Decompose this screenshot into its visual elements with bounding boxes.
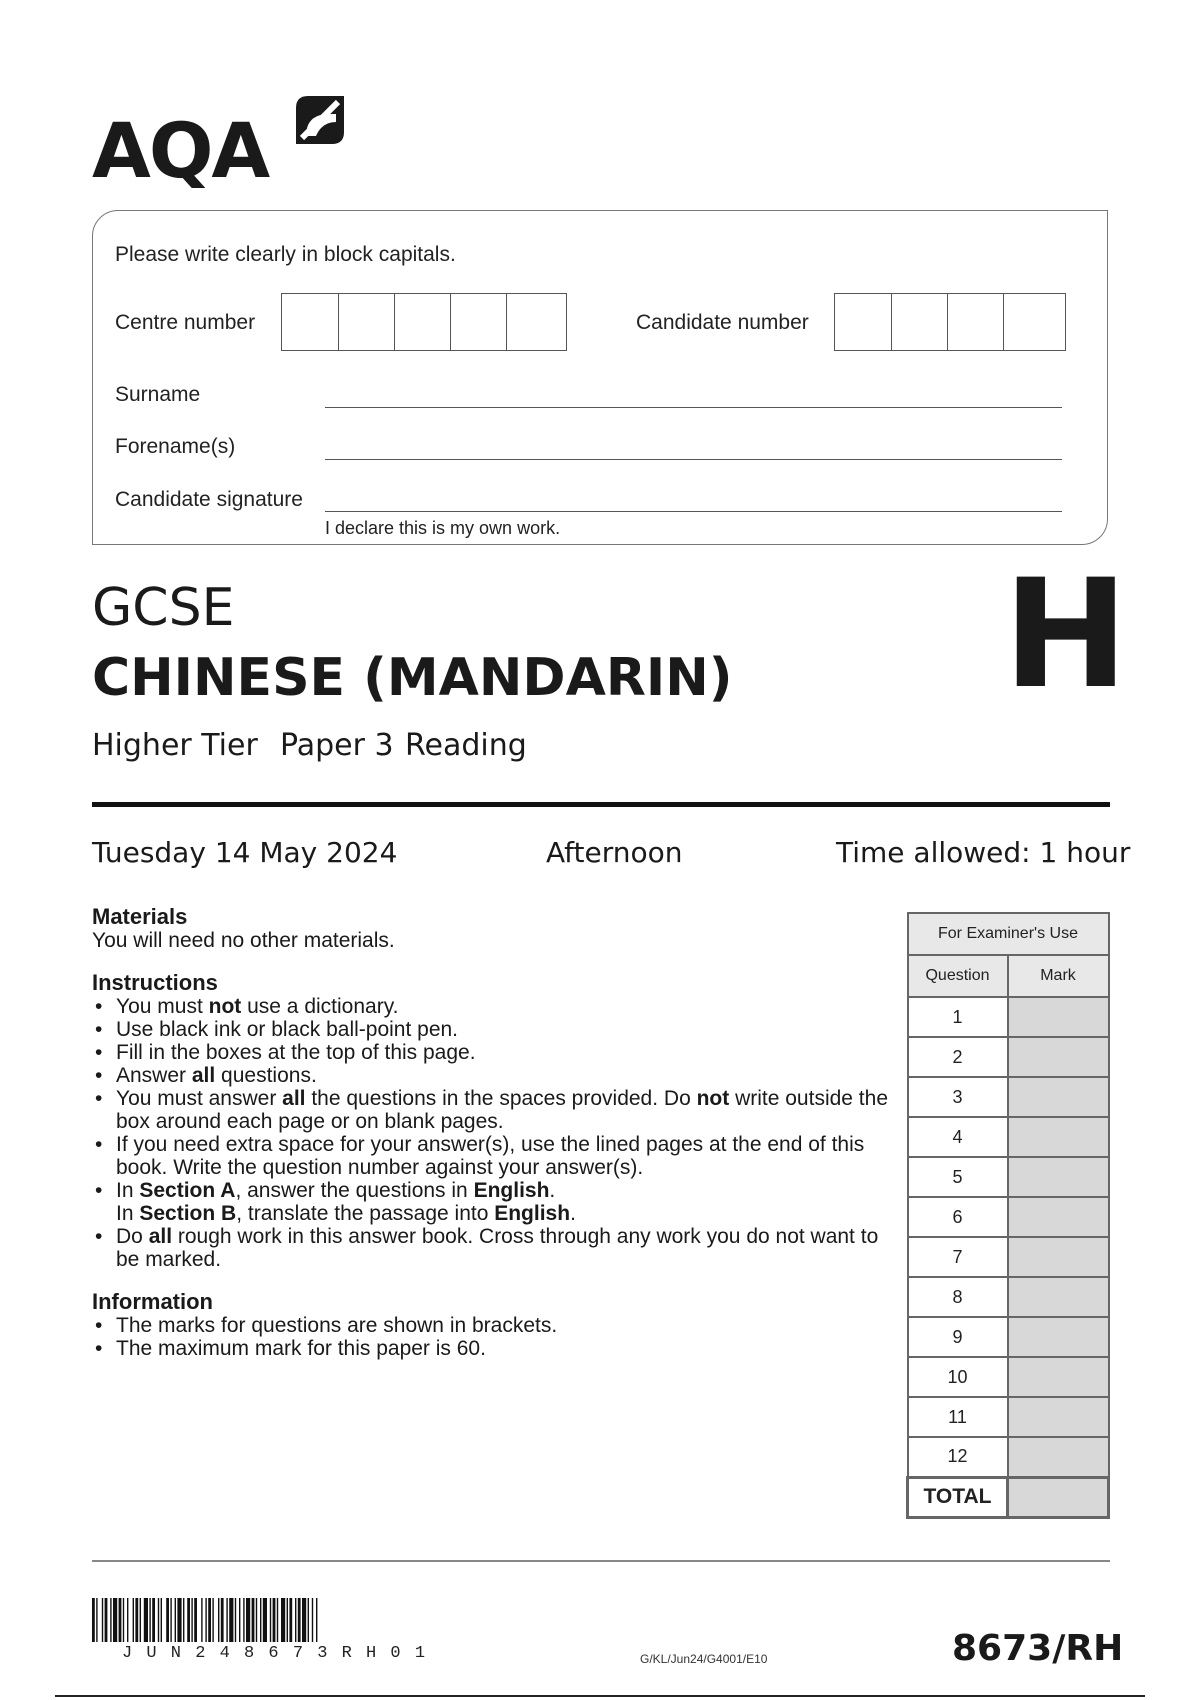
barcode-bar [105,1598,108,1642]
materials-text: You will need no other materials. [92,929,395,952]
mark-cell[interactable] [1008,1357,1109,1397]
barcode-bar [201,1598,202,1642]
emphasis-text: not [208,995,242,1018]
emphasis-text: Section B [139,1202,237,1225]
emphasis-text: all [282,1087,306,1110]
question-number-cell: 9 [908,1317,1008,1357]
list-item [92,1064,892,1087]
instruction-text: Do [116,1225,149,1248]
table-row [908,1077,1109,1117]
list-item: • The maximum mark for this paper is 60. [92,1337,892,1360]
instruction-text: If you need extra space for your answer(s), use the lined pages at the end of this book. Write the question number against your answer(s). [116,1133,865,1179]
mark-cell[interactable] [1008,1037,1109,1077]
surname-line[interactable] [325,407,1062,408]
barcode-bar [149,1598,150,1642]
exam-date: Tuesday 14 May 2024 [92,836,398,869]
logo-text: AQA [92,106,269,195]
barcode-bar [161,1598,162,1642]
signature-label: Candidate signature [115,488,303,511]
instruction-text: questions. [215,1064,317,1087]
question-number-cell: 1 [908,997,1008,1037]
barcode-bar [158,1598,159,1642]
forename-label: Forename(s) [115,435,236,458]
signature-line[interactable] [325,511,1062,512]
barcode-bar [113,1598,117,1642]
list-item: • The marks for questions are shown in brackets. [92,1314,892,1337]
table-row [908,1037,1109,1077]
question-number-cell: 8 [908,1277,1008,1317]
paper-code: 8673/RH [952,1628,1124,1669]
time-allowed: Time allowed: 1 hour [836,836,1131,869]
total-label: TOTAL [908,1477,1008,1517]
barcode-bar [243,1598,244,1642]
instruction-text: , translate the passage into [236,1202,495,1225]
instruction-text: In [116,1202,140,1225]
emphasis-text: Section A [139,1179,236,1202]
barcode-bar [110,1598,111,1642]
candidate-number-boxes[interactable] [834,293,1066,351]
declaration-text: I declare this is my own work. [325,518,561,538]
barcode-bar [221,1598,224,1642]
emphasis-text: all [191,1064,216,1087]
qualification-title: GCSE [92,578,235,638]
total-row [908,1477,1109,1517]
candidate-number-label: Candidate number [636,311,809,334]
mark-cell[interactable] [1008,1077,1109,1117]
mark-cell[interactable] [1008,1397,1109,1437]
question-number-cell: 11 [908,1397,1008,1437]
page-bottom-rule [55,1695,1145,1697]
barcode-bar [302,1598,306,1642]
barcode-bar [273,1598,276,1642]
mark-cell[interactable] [1008,997,1109,1037]
instruction-text: , answer the questions in [235,1179,474,1202]
table-row [908,997,1109,1037]
list-item [92,1018,892,1041]
question-number-cell: 5 [908,1157,1008,1197]
barcode-bar [187,1598,190,1642]
list-item [92,1179,892,1225]
title-divider [92,802,1110,807]
mark-cell[interactable] [1008,1317,1109,1357]
barcode-bar [170,1598,171,1642]
list-item [92,1133,892,1179]
barcode-bar [252,1598,255,1642]
barcode-bar [316,1598,317,1642]
barcode-bar [263,1598,267,1642]
paper-label: Paper 3 [280,728,394,763]
barcode-bar [208,1598,211,1642]
table-row [908,1357,1109,1397]
barcode-bar [183,1598,184,1642]
barcode [92,1598,504,1642]
barcode-bar [235,1598,236,1642]
barcode-bar [119,1598,122,1642]
examiner-use-table [906,912,1110,1519]
barcode-bar [287,1598,288,1642]
barcode-bar [144,1598,148,1642]
barcode-bar [218,1598,219,1642]
instruction-text: Answer [116,1064,192,1087]
barcode-bar [194,1598,197,1642]
emphasis-text: English [494,1202,571,1225]
barcode-bar [102,1598,103,1642]
barcode-bar [298,1598,301,1642]
centre-digit-box[interactable] [338,294,394,350]
question-number-cell: 4 [908,1117,1008,1157]
barcode-bar [246,1598,250,1642]
barcode-bar [312,1598,313,1642]
mark-cell[interactable] [1008,1237,1109,1277]
list-item [92,1225,892,1271]
instruction-text: You must [116,995,209,1018]
table-row [908,1397,1109,1437]
instruction-text: . [549,1179,556,1202]
mark-cell[interactable] [1008,1157,1109,1197]
instruction-text: Use black ink or black ball-point pen. [116,1018,459,1041]
reference-code: G/KL/Jun24/G4001/E10 [640,1652,768,1666]
materials-heading: Materials [92,904,188,929]
component-label: Reading [405,728,527,763]
barcode-bar [229,1598,233,1642]
barcode-bar [191,1598,192,1642]
information-list [92,1314,892,1360]
centre-digit-box[interactable] [450,294,506,350]
barcode-bar [295,1598,296,1642]
barcode-bar [135,1598,138,1642]
mark-cell[interactable] [1008,1437,1109,1477]
instructions-list [92,995,892,1271]
table-row [908,1437,1109,1477]
question-number-cell: 6 [908,1197,1008,1237]
barcode-bar [140,1598,141,1642]
barcode-bar [133,1598,134,1642]
instruction-text: In [116,1179,140,1202]
instruction-text: . [570,1202,576,1225]
examiner-table-title: For Examiner's Use [908,913,1109,955]
tier-label: Higher Tier [92,728,258,763]
list-item [92,1041,892,1064]
barcode-bar [289,1598,292,1642]
barcode-bar [92,1598,95,1642]
table-row [908,1317,1109,1357]
barcode-bar [127,1598,128,1642]
emphasis-text: all [148,1225,173,1248]
candidate-digit-box[interactable] [1003,294,1059,350]
instruction-text: use a dictionary. [241,995,399,1018]
total-mark-cell[interactable] [1008,1477,1109,1517]
candidate-digit-box[interactable] [947,294,1003,350]
candidate-digit-box[interactable] [835,294,891,350]
surname-label: Surname [115,383,201,406]
barcode-bar [260,1598,261,1642]
question-number-cell: 7 [908,1237,1008,1277]
mark-column-header: Mark [1008,955,1109,997]
barcode-bar [281,1598,285,1642]
mark-cell[interactable] [1008,1197,1109,1237]
instruction-text: write outside the box around each page or on blank pages. [116,1087,889,1133]
table-row [908,1277,1109,1317]
barcode-text: J U N 2 4 8 6 7 3 R H 0 1 [122,1644,428,1663]
centre-digit-box[interactable] [506,294,562,350]
information-heading: Information [92,1289,213,1314]
table-row [908,1157,1109,1197]
table-row [908,1237,1109,1277]
emphasis-text: English [473,1179,550,1202]
emphasis-text: not [696,1087,730,1110]
candidate-details-box [92,210,1108,545]
barcode-bar [226,1598,227,1642]
candidate-digit-box[interactable] [891,294,947,350]
front-cover-instructions [92,905,892,1360]
barcode-bar [123,1598,124,1642]
footer-divider [92,1560,1110,1562]
aqa-logo [92,88,362,195]
question-column-header: Question [908,955,1008,997]
mark-cell[interactable] [1008,1117,1109,1157]
list-item [92,995,892,1018]
centre-digit-box[interactable] [282,294,338,350]
centre-number-boxes[interactable] [281,293,567,351]
block-capitals-instruction: Please write clearly in block capitals. [115,243,456,266]
barcode-bar [152,1598,155,1642]
instruction-text: You must answer [116,1087,283,1110]
tier-letter: H [1003,548,1129,722]
barcode-bar [239,1598,240,1642]
forename-line[interactable] [325,459,1062,460]
question-number-cell: 12 [908,1437,1008,1477]
instruction-text: Fill in the boxes at the top of this page. [116,1041,476,1064]
instructions-heading: Instructions [92,970,218,995]
barcode-bar [212,1598,213,1642]
table-row [908,1197,1109,1237]
barcode-bar [96,1598,97,1642]
exam-session: Afternoon [546,836,683,869]
barcode-bar [308,1598,309,1642]
subject-title: CHINESE (MANDARIN) [92,648,733,708]
barcode-bar [270,1598,271,1642]
list-item [92,1087,892,1133]
barcode-bar [256,1598,257,1642]
mark-cell[interactable] [1008,1277,1109,1317]
question-number-cell: 10 [908,1357,1008,1397]
logo-leaf-icon [292,92,348,148]
centre-number-label: Centre number [115,311,256,334]
barcode-bar [166,1598,169,1642]
barcode-bar [175,1598,176,1642]
instruction-text: rough work in this answer book. Cross through any work you do not want to be marked. [116,1225,879,1271]
centre-digit-box[interactable] [394,294,450,350]
barcode-bar [277,1598,278,1642]
table-row [908,1117,1109,1157]
question-number-cell: 3 [908,1077,1008,1117]
instruction-text: the questions in the spaces provided. Do [305,1087,697,1110]
question-number-cell: 2 [908,1037,1008,1077]
barcode-bar [205,1598,206,1642]
barcode-bar [177,1598,181,1642]
